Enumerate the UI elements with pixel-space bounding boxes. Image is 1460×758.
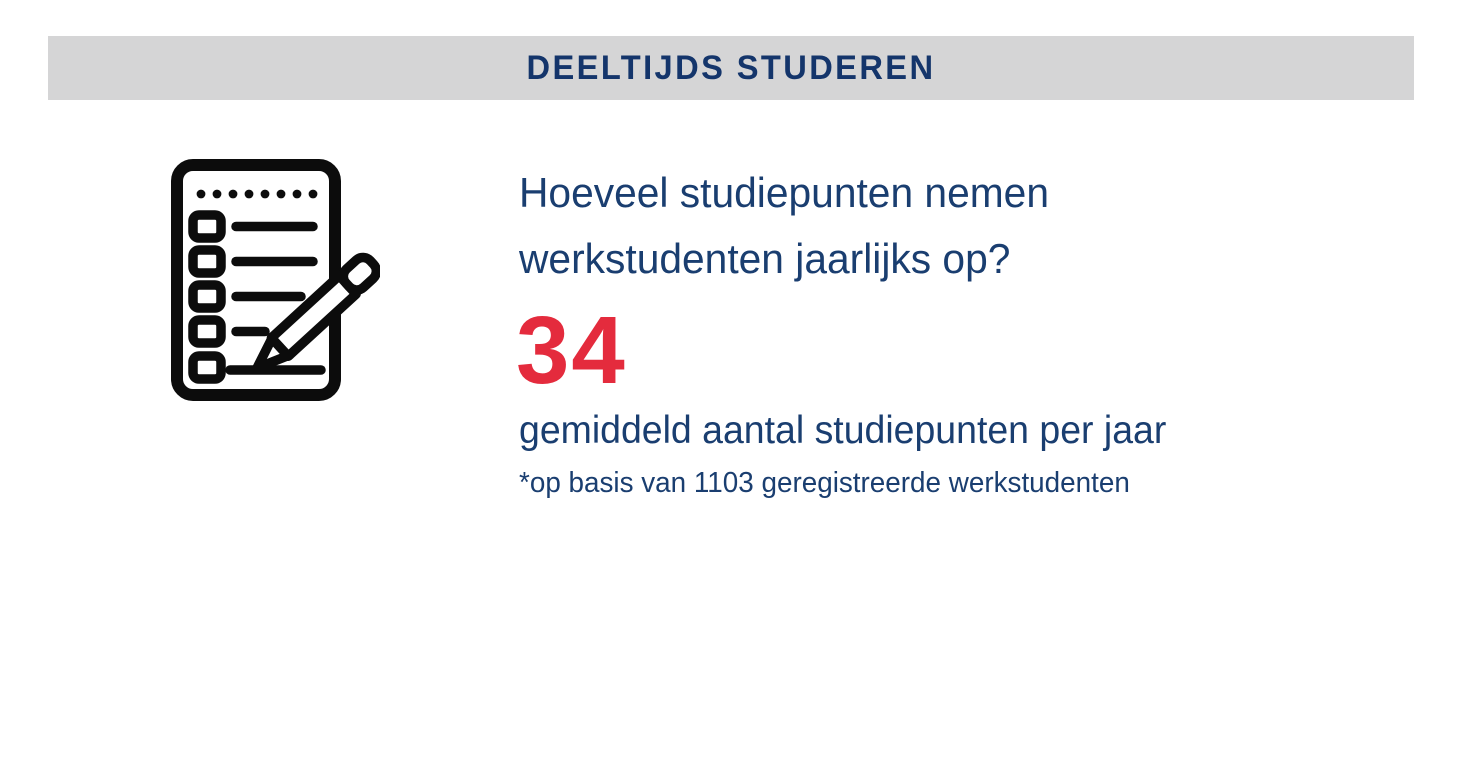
- question-text: Hoeveel studiepunten nemen werkstudenten jaarlijks op?: [519, 169, 1049, 282]
- page-title: DEELTIJDS STUDEREN: [526, 48, 936, 87]
- stat-value: 34: [516, 297, 627, 404]
- header-bar: [48, 36, 1414, 100]
- checklist-pencil-icon: [165, 156, 380, 406]
- footnote-text: *op basis van 1103 geregistreerde werkstudenten: [519, 467, 1130, 499]
- stat-label: gemiddeld aantal studiepunten per jaar: [519, 409, 1167, 452]
